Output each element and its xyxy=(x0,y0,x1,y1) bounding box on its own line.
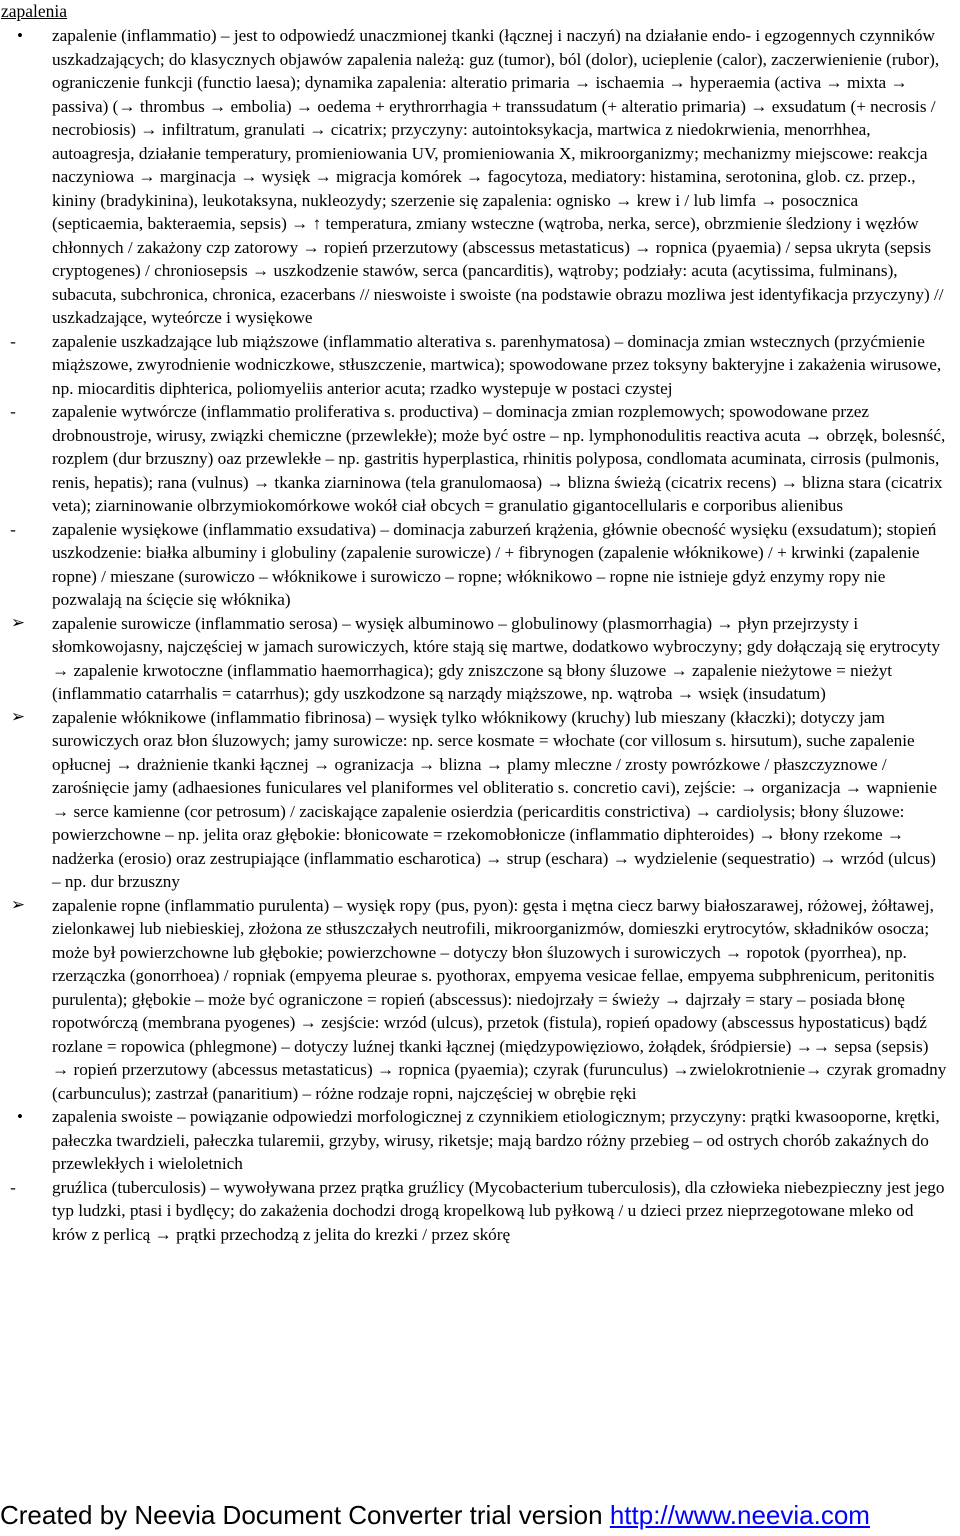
list-item xyxy=(0,24,948,330)
list-item xyxy=(0,706,948,894)
dash-icon: - xyxy=(10,519,16,539)
list-item xyxy=(0,1176,948,1247)
converter-footer xyxy=(0,1498,960,1532)
list-item-text: zapalenia swoiste – powiązanie odpowiedzi morfologicznej z czynnikiem etiologicznym; przyczyny: prątki kwasooporne, krętki, pałeczka twardzieli, pałeczka tularemii, grzyby, wirusy, riketsje; mają bardzo różny przebieg – od ostrych chorób zakaźnych do przewlekłych i wieloletnich xyxy=(52,1107,940,1173)
list-item xyxy=(0,612,948,706)
list-item-text: zapalenie włóknikowe (inflammatio fibrinosa) – wysięk tylko włóknikowy (kruchy) lub mieszany (kłaczki); dotyczy jam surowiczych oraz błon śluzowych; jamy surowicze: np. serce kosmate = włochate (cor villosum s. hirsutum), suche zapalenie opłucnej → drażnienie tkanki łącznej → ogranizacja → blizna → plamy mleczne / zrosty powrózkowe / płaszczyznowe / zarośnięcie jamy (adhaesiones funiculares vel planiformes vel obliteratio s. concretio cavi), zejście: → organizacja → wapnienie → serce kamienne (cor petrosum) / zaciskające zapalenie osierdzia (pericarditis constrictiva) → cardiolysis; błony śluzowe: powierzchowne – np. jelita oraz głębokie: błonicowate = rzekomobłonicze (inflammatio diphteroides) → błony rzekome → nadżerka (erosio) oraz zestrupiające (inflammatio escharotica) → strup (eschara) → wydzielenie (sequestratio) → wrzód (ulcus) – np. dur brzuszny xyxy=(52,707,937,891)
arrowhead-bullet-icon: ➢ xyxy=(10,706,26,727)
list-item-text: zapalenie ropne (inflammatio purulenta) – wysięk ropy (pus, pyon): gęsta i mętna ciecz barwy białoszarawej, różowej, żółtawej, zielonkawej lub niebieskiej, złożona ze stłuszczałych neutrofili, mikroorganizmów, domieszki erytrocytów, składników osocza; może był powierzchowne lub głębokie; powierzchowne – dotyczy błon śluzowych i surowiczych → ropotok (pyorrhea), np. rzerzączka (gonorrhoea) / ropniak (empyema pleurae s. pyothorax, empyema vesicae fellae, empyema subphrenicum, peritonitis purulenta); głębokie – może być ograniczone = ropień (abscessus): niedojrzały = świeży → dajrzały = stary – posiada błonę ropotwórczą (membrana pyogenes) → zesjście: wrzód (ulcus), przetok (fistula), ropień opadowy (abscessus hypostaticus) bądź rozlane = ropowica (phlegmone) – dotyczy luźnej tkanki łącznej (międzypowięziowo, żołądek, śródpiersie) →→ sepsa (sepsis) → ropień przerzutowy (abcessus metastaticus) → ropnica (pyaemia); czyrak (furunculus) →zwielokrotnienie→ czyrak gromadny (carbunculus); zastrzał (panaritium) – różne rodzaje ropni, najczęściej w obrębie ręki xyxy=(52,895,947,1103)
list-item xyxy=(0,400,948,518)
list-item-text: zapalenie (inflammatio) – jest to odpowiedź unaczmionej tkanki (łącznej i naczyń) na działanie endo- i egzogennych czynników uszkadzających; do klasycznych objawów zapalenia należą: guz (tumor), ból (dolor), ucieplenie (calor), zaczerwienienie (rubor), ograniczenie funkcji (functio laesa); dynamika zapalenia: alteratio primaria → ischaemia → hyperaemia (activa → mixta → passiva) (→ thrombus → embolia) → oedema + erythrorrhagia + transsudatum (+ alteratio primaria) → exsudatum (+ necrosis / necrobiosis) → infiltratum, granulati → cicatrix; przyczyny: autointoksykacja, martwica z niedokrwienia, menorrhhea, autoagresja, działanie temperatury, promieniowania UV, promieniowania X, mikroorganizmy; mechanizmy miejscowe: reakcja naczyniowa → marginacja → wysięk → migracja komórek → fagocytoza, mediatory: histamina, serotonina, glob. cz. przep., kininy (bradykinina), leukotaksyna, nukleozydy; szerzenie się zapalenia: ognisko → krew i / lub limfa → posocznica (septicaemia, bakteraemia, sepsis) → ↑ temperatura, zmiany wsteczne (wątroba, nerka, serce), obrzmienie śledziony i węzłów chłonnych / zakażony czp zatorowy → ropień przerzutowy (abscessus metastaticus) → ropnica (pyaemia) / sepsa ukryta (sepsis cryptogenes) / chroniosepsis → uszkodzenie stawów, serca (pancarditis), wątroby; podziały: acuta (acytissima, fulminans), subacuta, subchronica, chronica, ezacerbans // nieswoiste i swoiste (na podstawie obrazu mozliwa jest identyfikacja przyczyny) // uszkadzające, wyteórcze i wysiękowe xyxy=(52,26,944,327)
footer-text: Created by Neevia Document Converter trial version xyxy=(0,1500,610,1530)
list-item xyxy=(0,894,948,1106)
list-item-text: gruźlica (tuberculosis) – wywoływana przez prątka gruźlicy (Mycobacterium tuberculosis), dla człowieka niebezpieczny jest jego typ ludzki, ptasi i bydlęcy; do zakażenia dochodzi drogą kropelkową lub pyłkową / u dzieci przez nieprzegotowane mleko od krów z perlicą → prątki przechodzą z jelita do krezki / przez skórę xyxy=(52,1177,945,1244)
bullet-icon: • xyxy=(17,26,23,45)
dash-icon: - xyxy=(10,331,16,351)
notes-list xyxy=(0,24,948,1246)
neevia-link[interactable]: http://www.neevia.com xyxy=(609,1500,870,1530)
dash-icon: - xyxy=(10,402,16,421)
dash-icon: - xyxy=(10,1177,16,1197)
list-item-text: zapalenie surowicze (inflammatio serosa) – wysięk albuminowo – globulinowy (plasmorrhagia) → płyn przejrzysty i słomkowojasny, najczęściej w jamach surowiczych, które stają się martwe, dodatkowo wybroczyny; gdy dołączają się erytrocyty → zapalenie krwotoczne (inflammatio haemorrhagica); gdy zniszczone są błony śluzowe → zapalenie nieżytowe = nieżyt (inflammatio catarrhalis = catarrhus); gdy uszkodzone są narządy miąższowe, np. wątroba → wsięk (insudatum) xyxy=(52,613,941,703)
list-item-text: zapalenie uszkadzające lub miąższowe (inflammatio alterativa s. parenhymatosa) – dominacja zmian wstecznych (przyćmienie miąższowe, zwyrodnienie wodniczkowe, stłuszczenie, martwica); spowodowane przez toksyny bakteryjne i zakażenia wirusowe, np. miocarditis diphterica, poliomyeliis anterior acuta; rzadko wystepuje w postaci czystej xyxy=(52,331,942,398)
document-title: zapalenia xyxy=(1,1,68,21)
list-item-text: zapalenie wysiękowe (inflammatio exsudativa) – dominacja zaburzeń krążenia, głównie obecność wysięku (exsudatum); stopień uszkodzenie: białka albuminy i globuliny (zapalenie surowicze) / + fibrynogen (zapalenie włóknikowe) / + krwinki (zapalenie ropne) / mieszane (surowiczo – włóknikowe i surowiczo – ropne; włóknikowo – ropne nie istnieje gdyż enzymy ropy nie pozwalają na ścięcie się włóknika) xyxy=(52,519,937,609)
arrowhead-bullet-icon: ➢ xyxy=(10,612,26,633)
list-item xyxy=(0,330,948,401)
list-item xyxy=(0,518,948,612)
bullet-icon: • xyxy=(17,1107,23,1126)
list-item-text: zapalenie wytwórcze (inflammatio proliferativa s. productiva) – dominacja zmian rozplemowych; spowodowane przez drobnoustroje, wirusy, związki chemiczne (przewlekłe); może być ostre – np. lymphonodulitis reactiva acuta → obrzęk, bolesnść, rozplem (dur brzuszny) oaz przewlekłe – np. gastritis hyperplastica, rhinitis polyposa, condlomata acuminata, cirrosis (pulmonis, renis, hepatis); rana (vulnus) → tkanka ziarninowa (tela granulomaosa) → blizna świeżą (cicatrix recens) → blizna stara (cicatrix veta); ziarninowanie olbrzymiokomórkowe wokół ciał obcych = granulatio gigantocellularis e corporibus alienibus xyxy=(52,402,946,515)
list-item xyxy=(0,1105,948,1176)
arrowhead-bullet-icon: ➢ xyxy=(10,894,26,915)
